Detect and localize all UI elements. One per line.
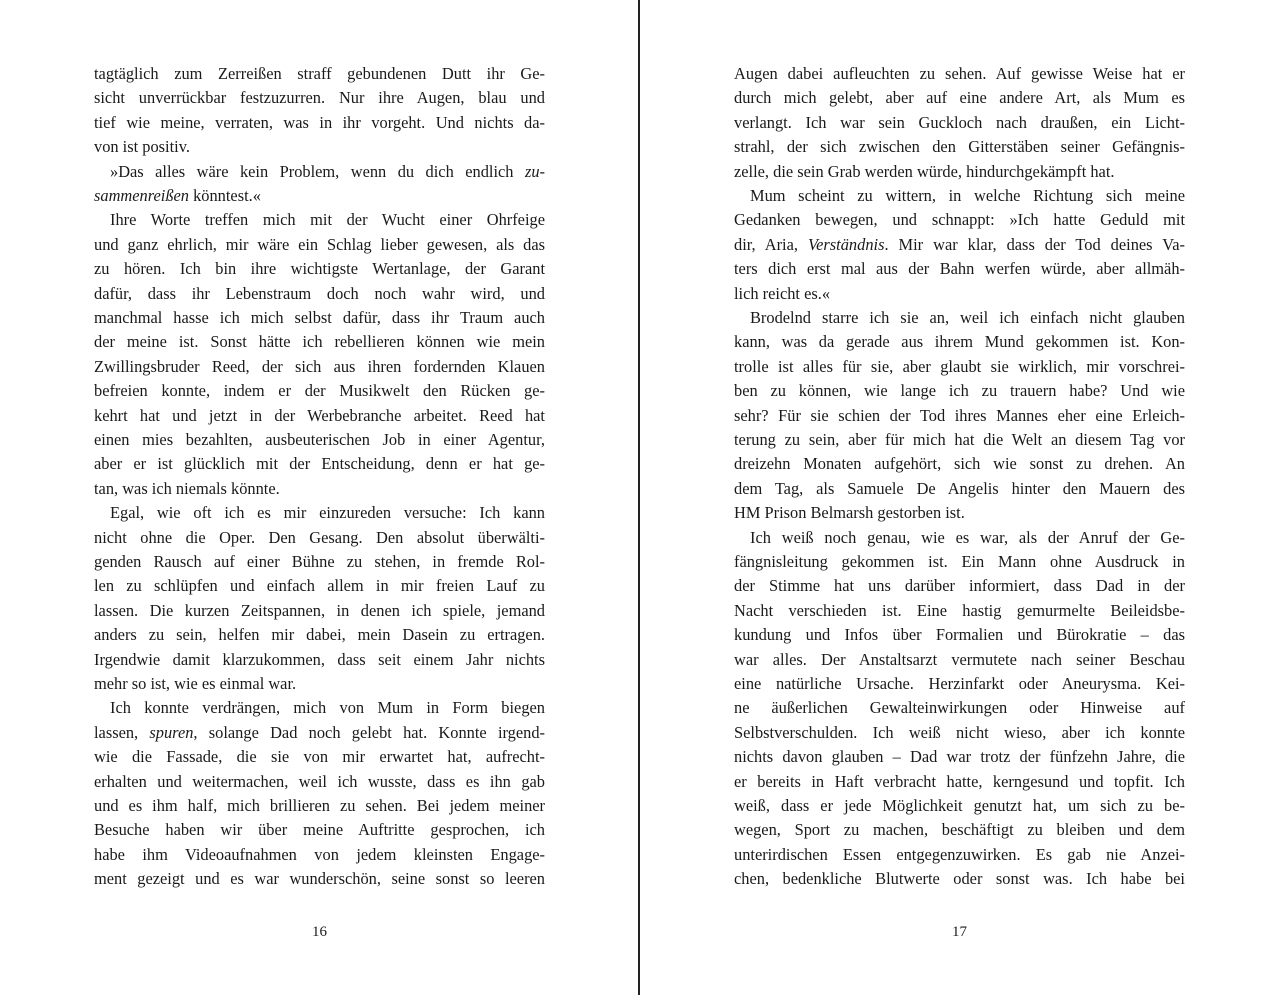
text-line: Ich weiß noch genau, wie es war, als der Anruf der Ge- — [750, 527, 1185, 547]
text-line: manchmal hasse ich mich selbst dafür, dass ihr Traum auch — [94, 308, 545, 327]
text-line: weiß, dass er jede Möglichkeit genutzt hat, um sich zu be- — [734, 796, 1185, 815]
text-line: sammenreißen könntest.« — [94, 186, 261, 205]
text-line: HM Prison Belmarsh gestorben ist. — [734, 503, 965, 523]
text-line: ters dich erst mal aus der Bahn werfen würde, aber allmäh- — [734, 259, 1185, 279]
text-line: erhalten und weitermachen, weil ich wusste, dass es ihn gab — [94, 771, 545, 791]
text-line: sehr? Für sie schien der Tod ihres Mannes eher eine Erleich- — [734, 405, 1185, 425]
text-line: aber er ist glücklich mit der Entscheidung, denn er hat ge- — [94, 454, 545, 474]
text-line: trolle ist alles für sie, aber glaubt sie wirklich, mir vorschrei- — [734, 356, 1185, 376]
text-line: kann, was da gerade aus ihrem Mund gekommen ist. Kon- — [734, 332, 1185, 352]
text-line: mehr so ist, wie es einmal war. — [94, 674, 297, 693]
text-line: der Stimme hat uns darüber informiert, dass Dad in der — [734, 576, 1185, 596]
text-line: Egal, wie oft ich es mir einzureden versuche: Ich kann — [110, 503, 545, 523]
text-line: habe ihm Videoaufnahmen von jedem kleinsten Engage- — [94, 844, 545, 864]
text-line: eine natürliche Ursache. Herzinfarkt oder Aneurysma. Kei- — [734, 674, 1185, 693]
text-line: ment gezeigt und es war wunderschön, seine sonst so leeren — [94, 869, 545, 889]
text-line: ben zu können, wie lange ich zu trauern habe? Und wie — [734, 381, 1185, 401]
text-line: tief wie meine, verraten, was in ihr vorgeht. Und nichts da- — [94, 112, 545, 132]
page-number-right: 17 — [952, 924, 967, 940]
text-line: verlangt. Ich war sein Guckloch nach draußen, ein Licht- — [734, 112, 1185, 132]
text-line: Besuche haben wir über meine Auftritte gesprochen, ich — [94, 820, 545, 840]
text-line: lich reicht es.« — [734, 283, 831, 303]
text-line: zelle, die sein Grab werden würde, hindurchgekämpft hat. — [734, 161, 1115, 181]
text-line: lassen. Die kurzen Zeitspannen, in denen ich spiele, jemand — [94, 600, 545, 620]
text-line: chen, bedenkliche Blutwerte oder sonst was. Ich habe bei — [734, 869, 1185, 889]
text-line: war alles. Der Anstaltsarzt vermutete nach seiner Beschau — [734, 649, 1185, 669]
text-line: nichts davon glauben – Dad war trotz der fünfzehn Jahre, die — [734, 747, 1185, 767]
text-line: tagtäglich zum Zerreißen straff gebundenen Dutt ihr Ge- — [94, 64, 545, 83]
text-line: Irgendwie damit klarzukommen, dass seit einem Jahr nichts — [94, 649, 545, 669]
text-line: dreizehn Monaten aufgehört, sich wie sonst zu drehen. An — [734, 454, 1185, 474]
text-line: kundung und Infos über Formalien und Bürokratie – das — [734, 625, 1185, 645]
text-line: strahl, der sich zwischen den Gitterstäben seiner Gefängnis- — [734, 137, 1185, 157]
text-line: wie die Fassade, die sie von mir erwartet hat, aufrecht- — [94, 747, 545, 767]
page-number-left: 16 — [312, 924, 327, 940]
text-line: Ich konnte verdrängen, mich von Mum in Form biegen — [110, 698, 545, 718]
text-line: sicht unverrückbar festzuzurren. Nur ihre Augen, blau und — [94, 88, 545, 108]
text-line: einen mies bezahlten, ausbeuterischen Job in einer Agentur, — [94, 430, 545, 449]
text-line: wegen, Sport zu machen, beschäftigt zu bleiben und dem — [734, 820, 1185, 840]
text-line: Zwillingsbruder Reed, der sich aus ihren fordernden Klauen — [94, 356, 545, 376]
text-line: er bereits in Haft verbracht hatte, kerngesund und topfit. Ich — [734, 771, 1185, 791]
left-page — [0, 0, 639, 995]
text-line: Ihre Worte treffen mich mit der Wucht einer Ohrfeige — [110, 210, 545, 230]
text-line: der meine ist. Sonst hätte ich rebellieren können wie mein — [94, 332, 545, 352]
text-line: von ist positiv. — [94, 137, 190, 157]
text-line: len zu schlüpfen und einfach allem in mir freien Lauf zu — [94, 576, 545, 596]
text-line: »Das alles wäre kein Problem, wenn du dich endlich zu- — [110, 161, 545, 181]
text-line: Nacht verschieden ist. Eine hastig gemurmelte Beileidsbe- — [734, 600, 1185, 620]
right-page — [640, 0, 1279, 995]
text-line: durch mich gelebt, aber auf eine andere Art, als Mum es — [734, 88, 1185, 108]
text-line: lassen, spuren, solange Dad noch gelebt hat. Konnte irgend- — [94, 722, 545, 742]
text-line: anders zu sein, helfen mir dabei, mein Dasein zu ertragen. — [94, 625, 545, 645]
text-line: nicht ohne die Oper. Den Gesang. Den absolut überwälti- — [94, 527, 545, 547]
text-line: fängnisleitung gekommen ist. Ein Mann ohne Ausdruck in — [734, 552, 1185, 571]
text-line: dir, Aria, Verständnis. Mir war klar, dass der Tod deines Va- — [734, 234, 1185, 254]
text-line: Brodelnd starre ich sie an, weil ich einfach nicht glauben — [750, 308, 1185, 327]
text-line: und ganz ehrlich, mir wäre ein Schlag lieber gewesen, als das — [94, 234, 545, 254]
text-line: befreien konnte, indem er der Musikwelt den Rücken ge- — [94, 381, 545, 401]
text-line: unterirdischen Essen entgegenzuwirken. Es gab nie Anzei- — [734, 844, 1185, 864]
text-line: zu hören. Ich bin ihre wichtigste Wertanlage, der Garant — [94, 259, 545, 279]
text-line: Mum scheint zu wittern, in welche Richtung sich meine — [750, 186, 1185, 205]
text-line: dem Tag, als Samuele De Angelis hinter den Mauern des — [734, 478, 1185, 498]
text-line: und es ihm half, mich brillieren zu sehen. Bei jedem meiner — [94, 796, 545, 815]
text-line: Selbstverschulden. Ich weiß nicht wieso, aber ich konnte — [734, 722, 1185, 742]
text-line: dafür, dass ihr Lebenstraum doch noch wahr wird, und — [94, 283, 545, 303]
text-line: ne äußerlichen Gewalteinwirkungen oder Hinweise auf — [734, 698, 1185, 718]
text-line: genden Rausch auf einer Bühne zu stehen, in fremde Rol- — [94, 552, 545, 571]
text-line: Gedanken bewegen, und schnappt: »Ich hatte Geduld mit — [734, 210, 1185, 230]
text-line: kehrt hat und jetzt in der Werbebranche arbeitet. Reed hat — [94, 405, 545, 425]
text-line: terung zu sein, aber für mich hat die Welt an diesem Tag vor — [734, 430, 1185, 449]
text-line: Augen dabei aufleuchten zu sehen. Auf gewisse Weise hat er — [734, 64, 1185, 83]
text-line: tan, was ich niemals könnte. — [94, 478, 280, 498]
